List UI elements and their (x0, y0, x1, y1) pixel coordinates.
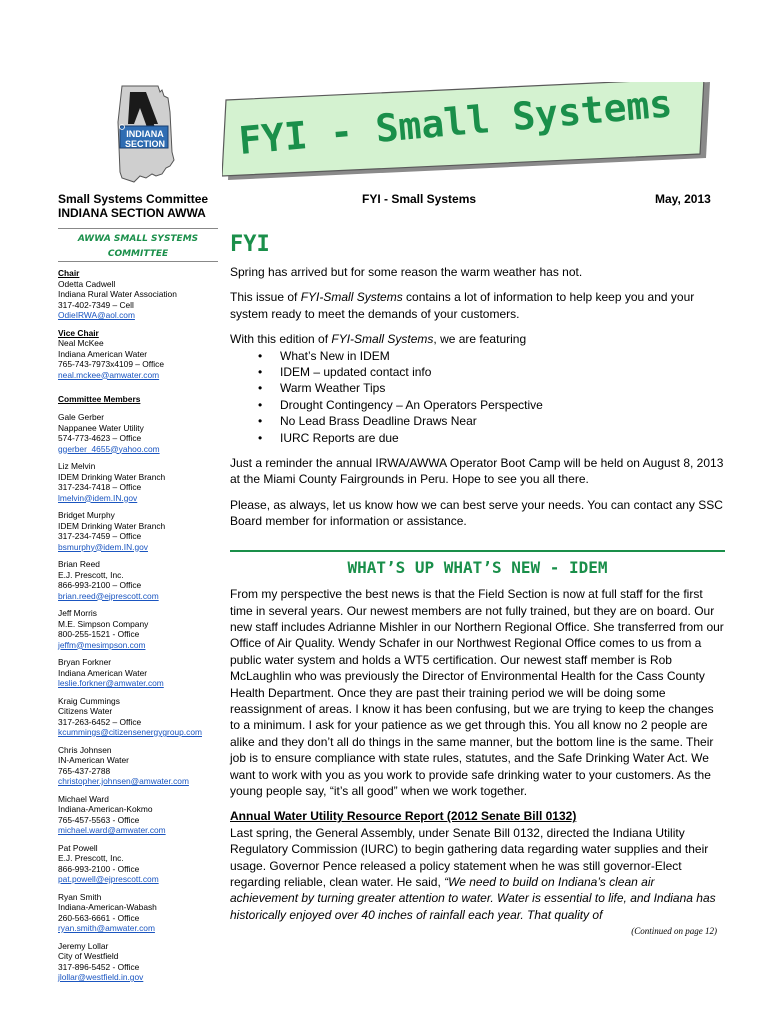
issue-text-a: This issue of (230, 290, 301, 305)
member-org: Indiana American Water (58, 667, 148, 678)
vice-chair-role: Vice Chair (58, 327, 99, 338)
member-phone: 800-255-1521 - Office (58, 629, 140, 639)
report-paragraph (230, 825, 725, 923)
header-committee-block (58, 192, 208, 220)
member-name: Jeremy Lollar (58, 940, 109, 951)
member-org: Citizens Water (58, 706, 113, 716)
features-list (230, 348, 725, 446)
member-name: Bryan Forkner (58, 657, 112, 667)
member-name: Chris Johnsen (58, 744, 112, 755)
member-phone: 765-437-2788 (58, 765, 111, 776)
list-item: • Warm Weather Tips (280, 380, 725, 396)
member-email-link[interactable]: jeffm@mesimpson.com (58, 639, 146, 650)
member-contact (58, 794, 223, 836)
chair-role: Chair (58, 268, 80, 278)
issue-paragraph (230, 289, 725, 322)
member-name: Jeff Morris (58, 608, 97, 618)
chair-contact (58, 268, 223, 321)
member-name: Ryan Smith (58, 891, 102, 902)
contact-paragraph: Please, as always, let us know how we can best serve your needs. You can contact any SSC Board member for information or assistance. (230, 497, 723, 529)
vice-chair-contact (58, 328, 223, 381)
report-text: Last spring, the General Assembly, under Senate Bill 0132, directed the Indiana Utility Regulatory Commission (IURC) to begin gathering data regarding water supplies and their usage. Governor Pence released a policy statement when he was still governor-Elect regarding reliable, clean water. He said, (230, 825, 709, 889)
member-contact (58, 892, 223, 934)
member-email-link[interactable]: kcummings@citizensenergygroup.com (58, 727, 202, 737)
member-contact (58, 745, 223, 787)
committee-box-line1: AWWA SMALL SYSTEMS (77, 234, 199, 244)
boot-camp-paragraph: Just a reminder the annual IRWA/AWWA Operator Boot Camp will be held on August 8, 2013 at the Miami County Fairgrounds in Peru. Hope to see you all there. (230, 456, 724, 487)
logo-line1: INDIANA (126, 129, 164, 139)
member-org: Indiana-American-Kokmo (58, 804, 153, 814)
issue-date: May, 2013 (655, 192, 711, 206)
member-contact (58, 657, 223, 689)
chair-name: Odetta Cadwell (58, 278, 116, 289)
member-email-link[interactable]: ryan.smith@amwater.com (58, 923, 155, 933)
awwa-indiana-logo (112, 82, 196, 192)
member-name: Kraig Cummings (58, 695, 120, 706)
member-email-link[interactable]: christopher.johnsen@amwater.com (58, 776, 189, 786)
featuring-text-b: , we are featuring (433, 332, 527, 347)
idem-paragraph: From my perspective the best news is that the Field Section is now at full staff for the first time in several years. Our newest members are not fully trained, but they are on board. Our new staff includes Adrianne Mishler in our Northern Regional Office. She transferred from our Office of Air Quality. Wendy Schafer in our Northwest Regional Office comes to us from a public water system and holds a WT5 certification. Our newest staff member is Rob McLaughlin who was previously the Director of Environmental Health for the Cass County Health Department. Once they are past their training period we will be doing some reassignment of areas. I know it has been confusing, but we are trying to keep the changes to a minimum. I ask for your patience as we get through this. You all know no 2 people are alike and they don’t all do things in the same manner, but the bottom line is the same. Their job is to ensure compliance with state rules, statutes, and the Safe Drinking Water Act. We want to work with you as you work to provide safe drinking water to your customers. As the young people say, “it’s all good” when we work together. (230, 587, 724, 798)
vice-chair-org: Indiana American Water (58, 348, 148, 359)
issue-text-b: contains a lot of information to help keep you and your system ready to meet the demands of your customers. (230, 290, 695, 321)
intro-paragraph: Spring has arrived but for some reason the warm weather has not. (230, 265, 583, 279)
masthead-banner (222, 82, 712, 182)
continued-note: (Continued on page 12) (631, 926, 717, 937)
list-item: • IURC Reports are due (280, 430, 725, 446)
section-name: INDIANA SECTION AWWA (58, 206, 206, 220)
newsletter-name: FYI - Small Systems (362, 192, 477, 206)
list-item: • Drought Contingency – An Operators Perspective (280, 397, 725, 413)
member-org: IDEM Drinking Water Branch (58, 520, 166, 531)
member-org: E.J. Prescott, Inc. (58, 569, 124, 580)
featuring-paragraph (230, 331, 725, 347)
main-article-column (230, 232, 725, 940)
member-org: Indiana-American-Wabash (58, 902, 157, 912)
member-phone: 574-773-4623 – Office (58, 433, 142, 443)
member-org: City of Westfield (58, 951, 119, 961)
vice-chair-name: Neal McKee (58, 338, 104, 348)
member-name: Brian Reed (58, 559, 100, 569)
member-phone: 866-993-2100 – Office (58, 580, 142, 590)
member-contact (58, 941, 223, 983)
banner-title: FYI - Small Systems (236, 82, 674, 163)
idem-section-heading: WHAT’S UP WHAT’S NEW - IDEM (347, 557, 608, 577)
pence-quote: “We need to build on Indiana’s clean air achievement by turning greater attention to water. Water is essential to life, and Indiana has historically enjoyed over 40 inches of rainfall each year. That quality of (230, 875, 716, 922)
member-email-link[interactable]: jlollar@westfield.in.gov (58, 972, 144, 982)
member-name: Liz Melvin (58, 461, 96, 471)
list-item: • IDEM – updated contact info (280, 364, 725, 380)
member-name: Michael Ward (58, 793, 109, 804)
member-name: Pat Powell (58, 842, 98, 853)
member-contact (58, 843, 223, 885)
member-phone: 317-263-6452 – Office (58, 716, 142, 727)
chair-org: Indiana Rural Water Association (58, 289, 177, 299)
member-phone: 317-234-7418 – Office (58, 482, 142, 492)
vice-chair-email-link[interactable]: neal.mckee@amwater.com (58, 369, 160, 380)
member-name: Gale Gerber (58, 412, 105, 422)
member-contact (58, 559, 223, 601)
member-contact (58, 510, 223, 552)
member-phone: 765-457-5563 - Office (58, 814, 140, 825)
member-org: E.J. Prescott, Inc. (58, 853, 124, 863)
committee-name: Small Systems Committee (58, 192, 209, 206)
member-phone: 260-563-6661 - Office (58, 912, 140, 923)
section-divider (230, 550, 725, 552)
committee-box (58, 228, 218, 262)
member-contact (58, 412, 223, 454)
chair-phone: 317-402-7349 – Cell (58, 299, 134, 310)
featuring-text-italic: FYI-Small Systems (331, 332, 434, 347)
committee-box-line2: COMMITTEE (107, 249, 169, 259)
member-email-link[interactable]: pat.powell@ejprescott.com (58, 874, 159, 884)
member-phone: 317-896-5452 - Office (58, 961, 140, 972)
member-org: IDEM Drinking Water Branch (58, 471, 166, 482)
featuring-text-a: With this edition of (230, 332, 332, 347)
member-org: IN-American Water (58, 755, 129, 765)
member-email-link[interactable]: bsmurphy@idem.IN.gov (58, 541, 148, 552)
logo-line2: SECTION (124, 139, 165, 149)
chair-email-link[interactable]: OdieIRWA@aol.com (58, 310, 135, 320)
fyi-heading: FYI (230, 232, 270, 257)
member-email-link[interactable]: ggerber_4655@yahoo.com (58, 443, 160, 454)
list-item: • No Lead Brass Deadline Draws Near (280, 413, 725, 429)
member-org: M.E. Simpson Company (58, 618, 149, 629)
member-email-link[interactable]: brian.reed@ejprescott.com (58, 590, 159, 601)
issue-text-italic: FYI-Small Systems (300, 290, 403, 305)
member-email-link[interactable]: michael.ward@amwater.com (58, 825, 166, 835)
member-contact (58, 608, 223, 650)
member-org: Nappanee Water Utility (58, 422, 144, 433)
committee-sidebar (58, 228, 223, 983)
member-phone: 866-993-2100 - Office (58, 863, 140, 874)
member-phone: 317-234-7459 – Office (58, 531, 142, 541)
member-email-link[interactable]: leslie.forkner@amwater.com (58, 678, 164, 688)
member-contact (58, 461, 223, 503)
vice-chair-phone: 765-743-7973x4109 – Office (58, 359, 165, 369)
member-contact (58, 696, 223, 738)
list-item: • What’s New in IDEM (280, 348, 725, 364)
report-subheading: Annual Water Utility Resource Report (2012 Senate Bill 0132) (230, 809, 577, 824)
member-email-link[interactable]: lmelvin@idem.IN.gov (58, 492, 138, 503)
member-name: Bridget Murphy (58, 510, 115, 520)
members-heading: Committee Members (58, 394, 141, 404)
